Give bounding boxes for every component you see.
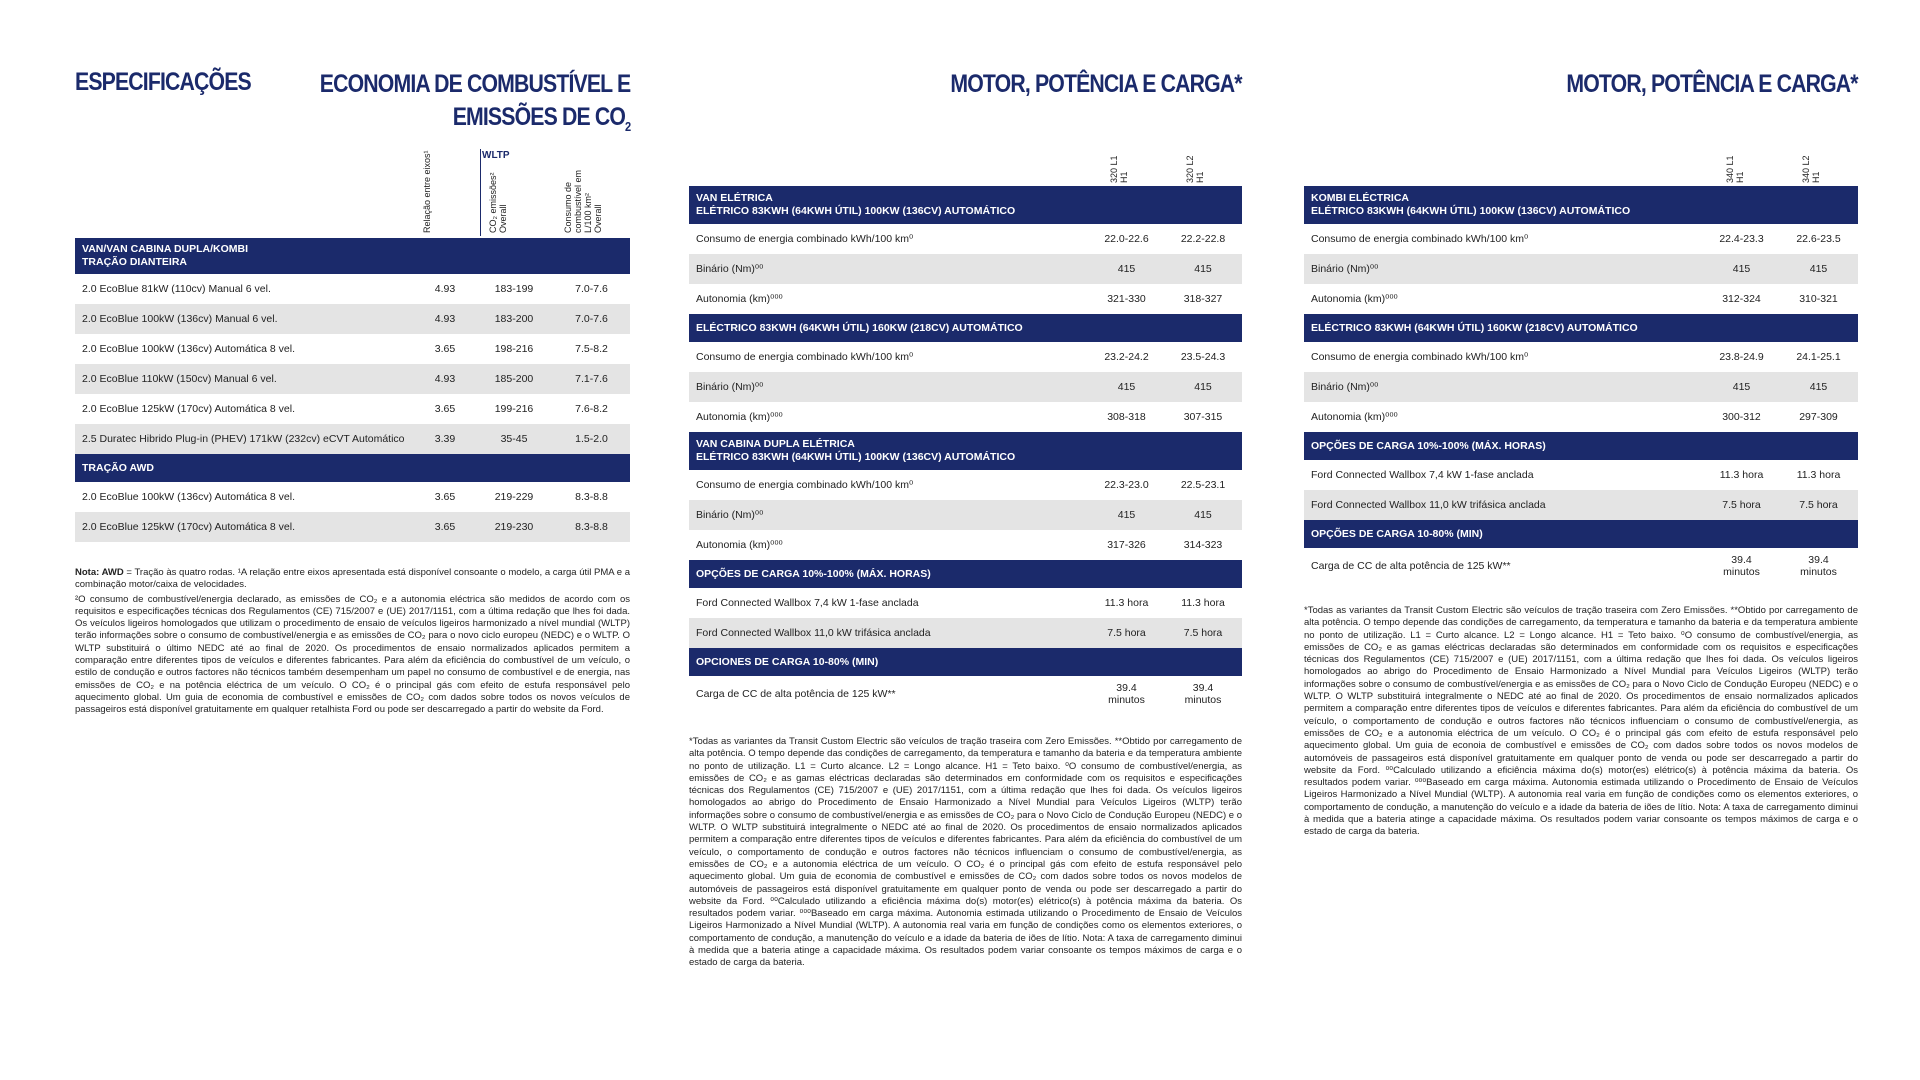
value-l2: 307-315 bbox=[1183, 411, 1223, 423]
table-row bbox=[1304, 402, 1858, 432]
value-l1: 308-318 bbox=[1107, 411, 1146, 423]
value-l1: 22.4-23.3 bbox=[1719, 233, 1764, 245]
spec-name: Autonomia (km)⁰⁰⁰ bbox=[696, 293, 783, 305]
co2-emissions: 219-229 bbox=[494, 491, 534, 503]
wltp-label: WLTP bbox=[482, 150, 510, 161]
fuel-consumption: 7.0-7.6 bbox=[553, 304, 630, 334]
motor-notes-kombi: *Todas as variantes da Transit Custom Electric são veículos de tração traseira com Zero Emissões. **Obtido por carregamento de alta potência. O tempo depende das condições de carregamento, da temperatura e tamanho da bateria e da temperatura ambiente no ponto de utilização. L1 = Curto alcance. L2 = Longo alcance. H1 = Teto baixo. ⁰O consumo de combustível/energia, as emissões de CO₂ e as gamas eléctricas declaradas são determinados em conformidade com os requisitos e especificações técnicas dos Regulamentos (CE) 715/2007 e (UE) 2017/1151, com a última redação que lhes foi dada. Os veículos ligeiros homologados ao abrigo do Procedimento de Ensaio Harmonizado a Nível Mundial para Veículos Ligeiros (WLTP) terão informações sobre o consumo de combustível/energia e as emissões de CO₂ para o Novo Ciclo de Condução Europeu (NEDC) e o WLTP. O WLTP substituirá integralmente o NEDC até ao final de 2020. Os procedimentos de ensaio normalizados aplicados permitem a comparação entre diferentes tipos de veículos e diferentes fabricantes. Para além da eficiência do combustível de um veículo, o comportamento de condução e outros factores não técnicos influenciam o consumo de combustível/energia, as emissões de CO₂ e a autonomia eléctrica de um veículo. O CO₂ é o principal gás com efeito de estufa responsável pelo aquecimento global. Um guia de econoia de combustível e emissões de CO₂ com dados sobre todos os novos modelos de automóveis de passageiros está disponível gratuitamente em qualquer ponto de venda ou pode ser descarregado a partir do website da Ford. ⁰⁰Calculado utilizando a eficiência máxima do(s) motor(es) elétrico(s) à potência máxima da bateria. Os resultados podem variar. ⁰⁰⁰Baseado em carga máxima. Autonomia estimada utilizando o Procedimento de Ensaio de Veículos Ligeiros Harmonizado a Nível Mundial (WLTP). A autonomia real varia em função de condições como os elementos exteriores, o comportamento de condução, a manutenção do veículo e a idade da bateria de iões de lítio. Nota: A taxa de carregamento diminui à medida que a bateria atinge a capacidade máxima. Os resultados podem variar consoante os tempos máximos de carga e o estado de carga da bateria. bbox=[1304, 605, 1858, 838]
table-row bbox=[75, 274, 630, 304]
section-title: VAN/VAN CABINA DUPLA/KOMBI TRAÇÃO DIANTEIRA bbox=[75, 238, 630, 274]
spec-notes bbox=[75, 567, 630, 719]
table-row bbox=[689, 372, 1242, 402]
section-header bbox=[1304, 520, 1858, 548]
table-row bbox=[75, 304, 630, 334]
value-l2: 22.6-23.5 bbox=[1796, 233, 1841, 245]
value-l1: 415 bbox=[1704, 372, 1779, 402]
page-title-specs: ESPECIFICAÇÕES bbox=[75, 68, 251, 96]
axle-ratio: 3.39 bbox=[415, 424, 475, 454]
table-row bbox=[689, 342, 1242, 372]
axle-ratio: 3.65 bbox=[434, 491, 456, 503]
engine-name: 2.0 EcoBlue 125kW (170cv) Automática 8 vel. bbox=[82, 403, 296, 415]
wltp-bracket bbox=[480, 149, 481, 236]
value-l1: 321-330 bbox=[1107, 293, 1146, 305]
table-row bbox=[689, 500, 1242, 530]
table-row bbox=[1304, 254, 1858, 284]
value-l2: 23.5-24.3 bbox=[1180, 351, 1226, 363]
table-row bbox=[1304, 548, 1858, 584]
section-header bbox=[689, 314, 1242, 342]
value-l2: 415 bbox=[1164, 372, 1242, 402]
value-l2: 24.1-25.1 bbox=[1796, 351, 1841, 363]
table-row bbox=[75, 424, 630, 454]
value-l2: 318-327 bbox=[1183, 293, 1223, 305]
page-title-motor-kombi: MOTOR, POTÊNCIA E CARGA* bbox=[1566, 70, 1858, 98]
value-l1: 23.8-24.9 bbox=[1719, 351, 1764, 363]
fuel-consumption: 1.5-2.0 bbox=[553, 424, 630, 454]
spec-name: Carga de CC de alta potência de 125 kW** bbox=[1311, 560, 1511, 572]
co2-emissions: 198-216 bbox=[494, 343, 534, 355]
col-head-340-l1h1: 340 L1 H1 bbox=[1725, 155, 1745, 183]
value-l2: 415 bbox=[1779, 372, 1858, 402]
engine-name: 2.0 EcoBlue 100kW (136cv) Automática 8 vel. bbox=[82, 491, 296, 503]
fuel-consumption: 7.5-8.2 bbox=[575, 343, 608, 355]
value-l1: 415 bbox=[1089, 372, 1164, 402]
value-l1: 22.3-23.0 bbox=[1104, 479, 1149, 491]
table-row bbox=[75, 482, 630, 512]
table-row bbox=[689, 402, 1242, 432]
value-l1: 317-326 bbox=[1107, 539, 1146, 551]
spec-name: Binário (Nm)⁰⁰ bbox=[689, 500, 1089, 530]
spec-name: Consumo de energia combinado kWh/100 km⁰ bbox=[696, 479, 914, 491]
value-l1: 7.5 hora bbox=[1704, 490, 1779, 520]
section-title: OPÇÕES DE CARGA 10%-100% (MÁX. HORAS) bbox=[1304, 432, 1858, 460]
table-row bbox=[75, 512, 630, 542]
value-l2: 39.4 minutos bbox=[1800, 554, 1837, 578]
value-l2: 415 bbox=[1779, 254, 1858, 284]
section-title: TRAÇÃO AWD bbox=[75, 454, 630, 482]
value-l1: 22.0-22.6 bbox=[1104, 233, 1149, 245]
spec-name: Consumo de energia combinado kWh/100 km⁰ bbox=[696, 233, 914, 245]
section-header-awd bbox=[75, 454, 630, 482]
table-row bbox=[689, 530, 1242, 560]
table-row bbox=[1304, 284, 1858, 314]
table-row bbox=[689, 470, 1242, 500]
value-l2: 297-309 bbox=[1799, 411, 1838, 423]
value-l2: 11.3 hora bbox=[1181, 597, 1225, 609]
title-line-1: ECONOMIA DE COMBUSTÍVEL E bbox=[319, 70, 630, 98]
table-row bbox=[75, 334, 630, 364]
motor-table-van bbox=[689, 186, 1242, 712]
value-l1: 415 bbox=[1089, 254, 1164, 284]
value-l2: 22.5-23.1 bbox=[1180, 479, 1226, 491]
engine-name: 2.0 EcoBlue 125kW (170cv) Automática 8 vel. bbox=[75, 512, 415, 542]
section-header bbox=[1304, 314, 1858, 342]
value-l2: 7.5 hora bbox=[1164, 618, 1242, 648]
section-title: OPÇÕES DE CARGA 10-80% (MIN) bbox=[1304, 520, 1858, 548]
spec-name: Autonomia (km)⁰⁰⁰ bbox=[1311, 411, 1398, 423]
spec-name: Ford Connected Wallbox 11,0 kW trifásica anclada bbox=[689, 618, 1089, 648]
col-head-co2: CO₂ emissões² Overall bbox=[488, 172, 508, 233]
value-l1: 39.4 minutos bbox=[1108, 682, 1145, 706]
value-l2: 310-321 bbox=[1799, 293, 1838, 305]
engine-name: 2.0 EcoBlue 110kW (150cv) Manual 6 vel. bbox=[75, 364, 415, 394]
fuel-consumption: 7.0-7.6 bbox=[575, 283, 608, 295]
section-header bbox=[689, 560, 1242, 588]
section-title: VAN CABINA DUPLA ELÉTRICA ELÉTRICO 83KWH (64KWH ÚTIL) 100KW (136CV) AUTOMÁTICO bbox=[689, 432, 1242, 470]
col-head-320-l2h1: 320 L2 H1 bbox=[1185, 155, 1205, 183]
axle-ratio: 3.65 bbox=[415, 512, 475, 542]
spec-name: Binário (Nm)⁰⁰ bbox=[1304, 372, 1704, 402]
spec-name: Ford Connected Wallbox 7,4 kW 1-fase anclada bbox=[696, 597, 919, 609]
engine-name: 2.0 EcoBlue 100kW (136cv) Manual 6 vel. bbox=[75, 304, 415, 334]
axle-ratio: 4.93 bbox=[434, 283, 456, 295]
spec-name: Carga de CC de alta potência de 125 kW** bbox=[696, 688, 896, 700]
motor-notes-van: *Todas as variantes da Transit Custom Electric são veículos de tração traseira com Zero Emissões. **Obtido por carregamento de alta potência. O tempo depende das condições de carregamento, da temperatura e tamanho da bateria e da temperatura ambiente no ponto de utilização. L1 = Curto alcance. L2 = Longo alcance. H1 = Teto baixo. ⁰O consumo de combustível/energia, as emissões de CO₂ e as gamas eléctricas declaradas são determinados em conformidade com os requisitos e especificações técnicas dos Regulamentos (CE) 715/2007 e (UE) 2017/1151, com a última redação que lhes foi dada. Os veículos ligeiros homologados ao abrigo do Procedimento de Ensaio Harmonizado a Nível Mundial para Veículos Ligeiros (WLTP) terão informações sobre o consumo de combustível/energia e as emissões de CO₂ para o Novo Ciclo de Condução Europeu (NEDC) e o WLTP. O WLTP substituirá integralmente o NEDC até ao final de 2020. Os procedimentos de ensaio normalizados aplicados permitem a comparação entre diferentes tipos de veículos e diferentes fabricantes. Para além da eficiência do combustível de um veículo, o comportamento de condução e outros factores não técnicos influenciam o consumo de combustível/energia, as emissões de CO₂ e a autonomia eléctrica de um veículo. O CO₂ é o principal gás com efeito de estufa responsável pelo aquecimento global. Um guia de economia de combustível e emissões de CO₂ com dados sobre todos os novos modelos de automóveis de passageiros está disponível gratuitamente em qualquer ponto de venda ou pode ser descarregado a partir do website da Ford. ⁰⁰Calculado utilizando a eficiência máxima do(s) motor(es) elétrico(s) à potência máxima da bateria. Os resultados podem variar. ⁰⁰⁰Baseado em carga máxima. Autonomia estimada utilizando o Procedimento de Ensaio de Veículos Ligeiros Harmonizado a Nível Mundial (WLTP). A autonomia real varia em função de condições como os elementos exteriores, o comportamento de condução, a manutenção do veículo e a idade da bateria de iões de lítio. Nota: A taxa de carregamento diminui à medida que a bateria atinge a capacidade máxima. Os resultados podem variar consoante os tempos máximos de carga e o estado de carga da bateria. bbox=[689, 736, 1242, 969]
section-header bbox=[1304, 432, 1858, 460]
value-l1: 415 bbox=[1704, 254, 1779, 284]
table-row bbox=[1304, 342, 1858, 372]
section-header bbox=[689, 648, 1242, 676]
value-l2: 39.4 minutos bbox=[1184, 682, 1222, 706]
axle-ratio: 4.93 bbox=[415, 304, 475, 334]
page-title-motor: MOTOR, POTÊNCIA E CARGA* bbox=[950, 70, 1242, 98]
engine-name: 2.0 EcoBlue 81kW (110cv) Manual 6 vel. bbox=[82, 283, 271, 295]
title-subscript: 2 bbox=[624, 119, 630, 134]
co2-emissions: 35-45 bbox=[475, 424, 553, 454]
table-row bbox=[75, 364, 630, 394]
value-l1: 415 bbox=[1089, 500, 1164, 530]
section-header bbox=[689, 432, 1242, 470]
section-header bbox=[689, 186, 1242, 224]
section-title: VAN ELÉTRICA ELÉTRICO 83KWH (64KWH ÚTIL) 100KW (136CV) AUTOMÁTICO bbox=[689, 186, 1242, 224]
note-label: Nota: AWD bbox=[75, 567, 124, 578]
table-row bbox=[689, 618, 1242, 648]
value-l1: 7.5 hora bbox=[1089, 618, 1164, 648]
axle-ratio: 4.93 bbox=[415, 364, 475, 394]
spec-name: Ford Connected Wallbox 11,0 kW trifásica anclada bbox=[1304, 490, 1704, 520]
section-title: ELÉCTRICO 83KWH (64KWH ÚTIL) 160KW (218CV) AUTOMÁTICO bbox=[689, 314, 1242, 342]
value-l2: 314-323 bbox=[1183, 539, 1223, 551]
co2-emissions: 185-200 bbox=[475, 364, 553, 394]
co2-emissions: 219-230 bbox=[475, 512, 553, 542]
col-head-340-l2h1: 340 L2 H1 bbox=[1801, 155, 1821, 183]
section-title: ELÉCTRICO 83KWH (64KWH ÚTIL) 160KW (218CV) AUTOMÁTICO bbox=[1304, 314, 1858, 342]
table-row bbox=[689, 284, 1242, 314]
value-l2: 11.3 hora bbox=[1796, 469, 1841, 481]
co2-emissions: 199-216 bbox=[494, 403, 534, 415]
co2-emissions: 183-200 bbox=[475, 304, 553, 334]
table-row bbox=[1304, 490, 1858, 520]
value-l1: 312-324 bbox=[1722, 293, 1761, 305]
table-row bbox=[1304, 372, 1858, 402]
fuel-consumption: 7.6-8.2 bbox=[575, 403, 608, 415]
spec-name: Binário (Nm)⁰⁰ bbox=[689, 254, 1089, 284]
value-l1: 23.2-24.2 bbox=[1104, 351, 1149, 363]
spec-name: Binário (Nm)⁰⁰ bbox=[689, 372, 1089, 402]
note-2: ²O consumo de combustível/energia declarado, as emissões de CO₂ e a autonomia eléctrica são medidos de acordo com os requisitos e especificações técnicas dos Regulamentos (CE) 715/2007 e (UE) 2017/1151, com a última redação que lhes foi dada. Os veículos ligeiros homologados que utilizam o procedimento de ensaio de veículos ligeiros harmonizado a nível mundial (WLTP) terão informações sobre o consumo de combustível/energia e as emissões de CO₂ para o novo ciclo europeu (NEDC) e o WLTP. O WLTP substituirá o último NEDC até ao final de 2020. Os procedimentos de ensaio normalizados aplicados permitem a comparação entre diferentes tipos de veículos e diferentes fabricantes. Para além da eficiência do combustível de um veículo, o estilo de condução e outros factores não técnicos também desempenham um papel no consumo de combustível e de energia, nas emissões de CO₂ e na potência eléctrica de um veículo. O CO₂ é o principal gás com efeito de estufa responsável pelo aquecimento global. Um guia de economia de combustível e emissões de CO₂ com dados sobre todos os novos veículos de passageiros está disponível gratuitamente em qualquer retalhista Ford ou pode ser descarregado a partir do website da Ford. bbox=[75, 593, 630, 716]
value-l2: 415 bbox=[1164, 500, 1242, 530]
title-line-2: EMISSÕES DE CO bbox=[452, 103, 625, 131]
col-head-320-l1h1: 320 L1 H1 bbox=[1109, 155, 1129, 183]
engine-name: 2.0 EcoBlue 100kW (136cv) Automática 8 vel. bbox=[82, 343, 296, 355]
spec-table bbox=[75, 238, 630, 542]
table-row bbox=[1304, 460, 1858, 490]
engine-name: 2.5 Duratec Hibrido Plug-in (PHEV) 171kW (232cv) eCVT Automático bbox=[75, 424, 415, 454]
section-title: OPÇÕES DE CARGA 10%-100% (MÁX. HORAS) bbox=[689, 560, 1242, 588]
section-title: KOMBI ELÉCTRICA ELÉTRICO 83KWH (64KWH ÚTIL) 100KW (136CV) AUTOMÁTICO bbox=[1304, 186, 1858, 224]
note-1: = Tração às quatro rodas. ¹A relação entre eixos apresentada está disponível consoante o modelo, a carga útil PMA e a combinação motor/caixa de velocidades. bbox=[75, 567, 630, 591]
table-row bbox=[689, 676, 1242, 712]
spec-name: Consumo de energia combinado kWh/100 km⁰ bbox=[696, 351, 914, 363]
fuel-consumption: 7.1-7.6 bbox=[553, 364, 630, 394]
fuel-consumption: 8.3-8.8 bbox=[575, 491, 608, 503]
table-row bbox=[689, 588, 1242, 618]
value-l1: 300-312 bbox=[1722, 411, 1761, 423]
motor-table-kombi bbox=[1304, 186, 1858, 584]
spec-name: Consumo de energia combinado kWh/100 km⁰ bbox=[1311, 351, 1529, 363]
table-row bbox=[1304, 224, 1858, 254]
value-l1: 11.3 hora bbox=[1104, 597, 1149, 609]
co2-emissions: 183-199 bbox=[494, 283, 534, 295]
col-head-consumption: Consumo de combustível em L/100 km² Overall bbox=[563, 169, 603, 233]
table-row bbox=[75, 394, 630, 424]
section-header bbox=[1304, 186, 1858, 224]
spec-name: Autonomia (km)⁰⁰⁰ bbox=[696, 411, 783, 423]
section-header-fwd bbox=[75, 238, 630, 274]
value-l1: 11.3 hora bbox=[1719, 469, 1764, 481]
value-l2: 22.2-22.8 bbox=[1180, 233, 1226, 245]
axle-ratio: 3.65 bbox=[434, 403, 456, 415]
value-l2: 415 bbox=[1164, 254, 1242, 284]
value-l1: 39.4 minutos bbox=[1723, 554, 1760, 578]
table-row bbox=[689, 254, 1242, 284]
spec-name: Ford Connected Wallbox 7,4 kW 1-fase anclada bbox=[1311, 469, 1534, 481]
spec-name: Binário (Nm)⁰⁰ bbox=[1304, 254, 1704, 284]
section-title: OPCIONES DE CARGA 10-80% (MIN) bbox=[689, 648, 1242, 676]
col-head-axle-ratio: Relação entre eixos¹ bbox=[422, 150, 432, 233]
axle-ratio: 3.65 bbox=[434, 343, 456, 355]
value-l2: 7.5 hora bbox=[1779, 490, 1858, 520]
table-row bbox=[689, 224, 1242, 254]
spec-name: Autonomia (km)⁰⁰⁰ bbox=[1311, 293, 1398, 305]
page-title-fuel-economy bbox=[319, 68, 630, 143]
spec-name: Autonomia (km)⁰⁰⁰ bbox=[696, 539, 783, 551]
spec-name: Consumo de energia combinado kWh/100 km⁰ bbox=[1311, 233, 1529, 245]
fuel-consumption: 8.3-8.8 bbox=[553, 512, 630, 542]
